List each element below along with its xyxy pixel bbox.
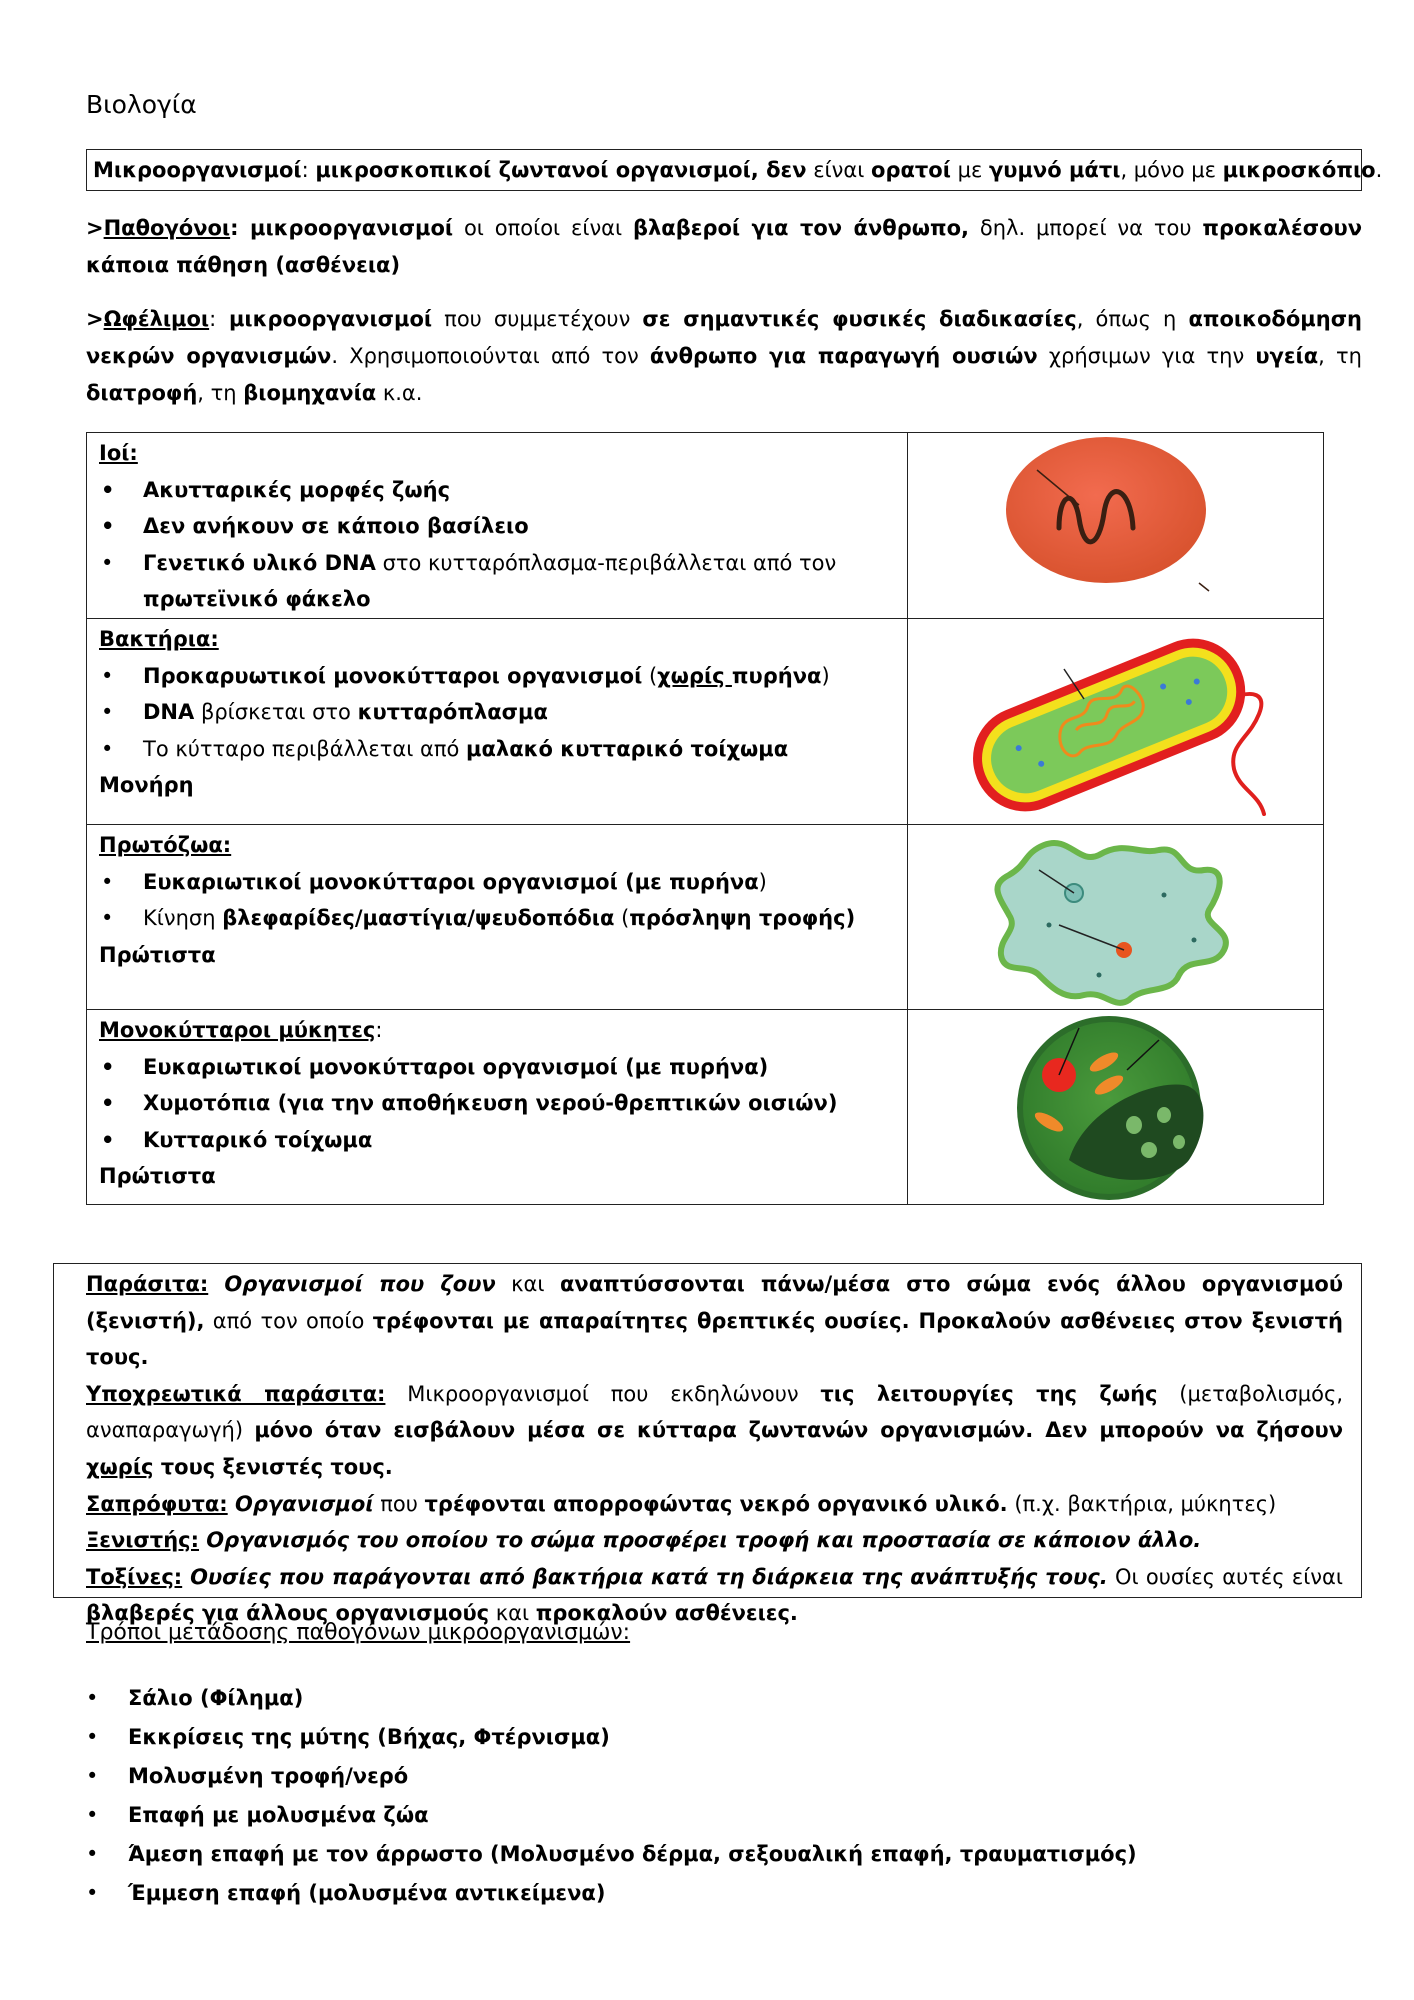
text: κ.α.: [376, 381, 423, 405]
text: Μικροοργανισμοί που εκδηλώνουν: [385, 1381, 821, 1406]
fungi-list: [99, 1049, 899, 1159]
list-item: [99, 694, 899, 731]
pathogens-paragraph: [86, 210, 1362, 284]
text: μικροοργανισμοί: [238, 216, 454, 240]
obligate-parasites-definition: [86, 1376, 1343, 1486]
viruses-heading: Ιοί:: [99, 441, 138, 465]
text: :: [209, 307, 217, 331]
text: βλαβεροί για τον άνθρωπο,: [632, 216, 970, 240]
text: Υποχρεωτικά παράσιτα:: [86, 1381, 386, 1406]
definition-term: Μικροοργανισμοί: [93, 158, 302, 182]
amoeba-granule: [1097, 973, 1102, 978]
text: βρίσκεται στο: [194, 700, 358, 724]
list-item: • Μολυσμένη τροφή/νερό: [86, 1757, 1137, 1796]
text: Σαπρόφυτα:: [86, 1491, 228, 1516]
text: :: [375, 1018, 383, 1042]
text: μικροοργανισμοί: [216, 307, 433, 331]
text: τις λειτουργίες της ζωής: [820, 1381, 1158, 1406]
text: με: [950, 158, 989, 182]
text: μικροσκόπιο: [1222, 158, 1376, 182]
saprophytes-definition: [86, 1486, 1343, 1523]
text: πυρήνα: [731, 663, 822, 688]
definition-box: [86, 149, 1383, 191]
text: Οργανισμός του οποίου το σώμα προσφέρει τροφή και προστασία σε κάποιον άλλο.: [199, 1528, 1202, 1553]
text: γυμνό μάτι: [988, 158, 1121, 182]
vacuole-granule: [1173, 1135, 1185, 1149]
virus-label-line: [1199, 583, 1209, 591]
text: Ξενιστής:: [86, 1528, 199, 1553]
bacterium-illustration: [909, 619, 1323, 825]
text: τρέφονται απορροφώντας νεκρό οργανικό υλικό.: [424, 1491, 1008, 1516]
microorganisms-table: [86, 432, 1324, 1205]
protozoa-cell: [99, 827, 899, 973]
protozoa-list: [99, 864, 899, 937]
text: είναι: [806, 158, 872, 182]
vacuole-granule: [1141, 1142, 1157, 1158]
text: Οργανισμοί: [227, 1491, 374, 1516]
bacteria-heading: Βακτήρια:: [99, 627, 219, 651]
table-row-bacteria: [87, 618, 1323, 824]
text: >: [86, 216, 104, 240]
parasites-box: [53, 1263, 1362, 1626]
text: πρωτεϊνικό φάκελο: [143, 587, 371, 611]
text: :: [230, 216, 239, 240]
text: Γενετικό υλικό DNA: [143, 550, 376, 575]
text: Παράσιτα:: [86, 1272, 209, 1296]
list-item: [99, 864, 899, 901]
text: , τη: [197, 381, 244, 405]
yeast-cell-illustration: [909, 1010, 1323, 1207]
text: δηλ. μπορεί να του: [969, 216, 1203, 240]
text: χρήσιμων για την: [1037, 344, 1256, 368]
amoeba-granule: [1047, 923, 1052, 928]
text: αναπτύσσονται πάνω/μέσα στο σώμα ενός άλλου οργανισμού (ξενιστή),: [86, 1272, 1344, 1333]
list-item: [99, 658, 899, 695]
text: από τον οποίο: [204, 1308, 373, 1333]
text: βλαβερές για άλλους οργανισμούς: [86, 1601, 490, 1626]
text: Ευκαριωτικοί μονοκύτταροι οργανισμοί (με πυρήνα: [143, 869, 759, 894]
viruses-list: [99, 472, 899, 618]
list-item: [99, 731, 899, 768]
list-item: • Εκκρίσεις της μύτης (Βήχας, Φτέρνισμα): [86, 1718, 1137, 1757]
text: Οι ουσίες αυτές είναι: [1107, 1564, 1343, 1589]
list-item: • Άμεση επαφή με τον άρρωστο (Μολυσμένο δέρμα, σεξουαλική επαφή, τραυματισμός): [86, 1835, 1137, 1874]
text: στο κυτταρόπλασμα-περιβάλλεται από τον: [375, 550, 837, 575]
text: Οργανισμοί που ζουν: [208, 1272, 496, 1296]
text: χωρίς: [657, 663, 732, 688]
viruses-cell: [99, 435, 899, 618]
text: :: [301, 158, 309, 182]
text: προκαλούν ασθένειες.: [535, 1601, 798, 1626]
text: προκαλέσουν κάποια πάθηση (ασθένεια): [86, 216, 1362, 277]
bacteria-cell: [99, 621, 899, 804]
text: που: [373, 1491, 425, 1516]
text: ): [758, 869, 767, 894]
text: και: [489, 1601, 536, 1626]
host-definition: [86, 1522, 1343, 1559]
amoeba-granule: [1192, 938, 1197, 943]
text: Προκαρυωτικοί μονοκύτταροι οργανισμοί: [143, 663, 643, 688]
text: (μεταβολισμός, αναπαραγωγή): [86, 1381, 1343, 1443]
text: Κίνηση: [143, 906, 223, 930]
text: σε σημαντικές φυσικές διαδικασίες: [642, 307, 1077, 331]
text: υγεία: [1255, 344, 1319, 368]
list-item: [99, 545, 899, 618]
text: τους ξενιστές τους.: [153, 1454, 393, 1479]
fungi-heading: [99, 1012, 899, 1049]
text: πρόσληψη τροφής): [629, 906, 856, 930]
text: που συμμετέχουν: [432, 307, 643, 331]
text: μικροσκοπικοί ζωντανοί οργανισμοί, δεν: [315, 158, 807, 182]
list-item: • Ευκαριωτικοί μονοκύτταροι οργανισμοί (με πυρήνα): [99, 1049, 899, 1086]
fungi-kingdom: Πρώτιστα: [99, 1164, 216, 1188]
text: , όπως η: [1076, 307, 1189, 331]
beneficial-paragraph: [86, 301, 1362, 412]
text: Το κύτταρο περιβάλλεται από: [143, 736, 467, 761]
list-item: • Σάλιο (Φίλημα): [86, 1679, 1137, 1718]
table-row-protozoa: [87, 824, 1323, 1009]
text: τρέφονται με απαραίτητες θρεπτικές ουσίες. Προκαλούν ασθένειες στον ξενιστή τους.: [86, 1308, 1343, 1370]
text: ορατοί: [871, 158, 951, 182]
text: .: [1375, 158, 1383, 182]
virus-illustration: [909, 433, 1323, 618]
list-item: [99, 900, 899, 937]
list-item: • Χυμοτόπια (για την αποθήκευση νερού-θρεπτικών οισιών): [99, 1085, 899, 1122]
text: Τοξίνες:: [86, 1564, 183, 1589]
table-row-fungi: [87, 1009, 1323, 1206]
text: και: [495, 1272, 560, 1296]
text: χωρίς: [86, 1454, 154, 1479]
list-item: • Δεν ανήκουν σε κάποιο βασίλειο: [99, 508, 899, 545]
parasites-definition: [86, 1266, 1343, 1376]
protozoa-heading: Πρωτόζωα:: [99, 833, 232, 857]
fungi-cell: [99, 1012, 899, 1195]
text: (π.χ. βακτήρια, μύκητες): [1007, 1491, 1277, 1516]
amoeba-granule: [1162, 893, 1167, 898]
table-row-viruses: [87, 433, 1323, 618]
list-item: • Ακυτταρικές μορφές ζωής: [99, 472, 899, 509]
text: DNA: [143, 700, 195, 724]
pathogens-term: Παθογόνοι: [103, 216, 231, 240]
list-item: • Κυτταρικό τοίχωμα: [99, 1122, 899, 1159]
transmission-list: [86, 1679, 1137, 1913]
text: . Χρησιμοποιούνται από τον: [331, 344, 650, 368]
list-item: • Επαφή με μολυσμένα ζώα: [86, 1796, 1137, 1835]
list-item: • Έμμεση επαφή (μολυσμένα αντικείμενα): [86, 1874, 1137, 1913]
protozoa-kingdom: Πρώτιστα: [99, 942, 216, 967]
text: >: [86, 307, 104, 331]
bacteria-kingdom: Μονήρη: [99, 773, 194, 797]
vacuole-granule: [1126, 1116, 1142, 1134]
text: (: [642, 663, 658, 688]
text: άνθρωπο για παραγωγή ουσιών: [649, 344, 1038, 368]
text: μόνο όταν εισβάλουν μέσα σε κύτταρα ζωντανών οργανισμών. Δεν μπορούν να ζήσουν: [254, 1418, 1343, 1443]
bacteria-list: [99, 658, 899, 768]
text: Ουσίες που παράγονται από βακτήρια κατά τη διάρκεια της ανάπτυξής τους.: [182, 1564, 1108, 1589]
vacuole-granule: [1157, 1107, 1171, 1123]
text: βιομηχανία: [243, 381, 377, 405]
beneficial-term: Ωφέλιμοι: [103, 307, 210, 331]
text: οι οποίοι είναι: [453, 216, 633, 240]
text: διατροφή: [86, 381, 198, 405]
text: αποικοδόμηση νεκρών οργανισμών: [86, 307, 1362, 368]
amoeba-illustration: [909, 825, 1323, 1010]
amoeba-body: [997, 843, 1225, 1003]
transmission-title: Τρόποι μετάδοσης παθογόνων μικροοργανισμών:: [86, 1620, 631, 1645]
text: μαλακό κυτταρικό τοίχωμα: [466, 736, 789, 761]
text: Μονοκύτταροι μύκητες: [99, 1018, 376, 1042]
text: κυτταρόπλασμα: [357, 700, 548, 724]
page-title: Βιολογία: [86, 90, 197, 119]
text: , τη: [1318, 344, 1362, 368]
text: ): [821, 663, 830, 688]
text: , μόνο με: [1120, 158, 1223, 182]
text: (: [614, 906, 630, 930]
text: βλεφαρίδες/μαστίγια/ψευδοπόδια: [222, 906, 615, 930]
